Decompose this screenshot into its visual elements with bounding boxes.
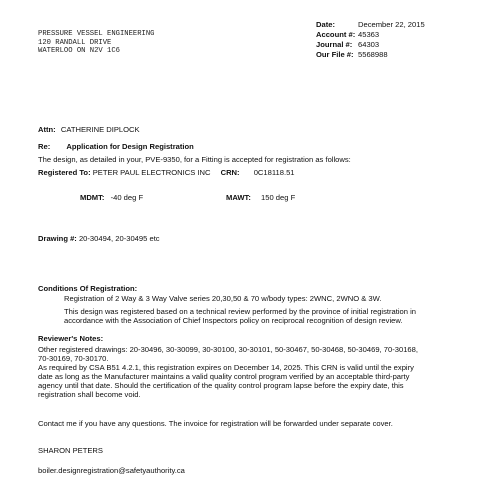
meta-label: Account #: [316, 29, 356, 39]
notes-line: date as long as the Manufacturer maintains a valid quality control program verified by an acceptable third-party [38, 372, 410, 381]
signer-email[interactable]: boiler.designregistration@safetyauthority.ca [38, 466, 185, 475]
notes-line: 70-30169, 70-30170. [38, 354, 109, 363]
intro-text: The design, as detailed in your, PVE-9350, for a Fitting is accepted for registration as follows: [38, 155, 351, 164]
meta-value: 64303 [358, 39, 380, 49]
conditions-line: This design was registered based on a technical review performed by the province of initial registration in [64, 307, 417, 316]
drawing-line [38, 234, 160, 243]
notes-line: Other registered drawings: 20-30496, 30-30099, 30-30100, 30-30101, 50-30467, 50-30468, 50-30469, 70-30168, [38, 345, 418, 354]
conditions-line: Registration of 2 Way & 3 Way Valve series 20,30,50 & 70 w/body types: 2WNC, 2WNO & 3W. [64, 294, 382, 303]
crn-label: CRN: [220, 168, 240, 177]
meta-block [316, 20, 425, 59]
meta-label: Journal #: [316, 39, 353, 49]
notes-line: registration shall become void. [38, 390, 141, 399]
sender-line: WATERLOO ON N2V 1C6 [38, 47, 120, 56]
sender-line: PRESSURE VESSEL ENGINEERING [38, 30, 155, 38]
drawing-label: Drawing #: [38, 234, 77, 243]
registered-to-label: Registered To: [38, 168, 91, 177]
meta-row-date [316, 20, 425, 30]
meta-row-account [316, 30, 425, 40]
subject-line [38, 142, 194, 151]
attn-value: CATHERINE DIPLOCK [60, 125, 140, 134]
registered-to-line [38, 168, 295, 177]
sender-line: 120 RANDALL DRIVE [38, 38, 112, 47]
meta-value: December 22, 2015 [358, 20, 425, 29]
closing-text: Contact me if you have any questions. The invoice for registration will be forwarded under separate cover. [38, 419, 393, 428]
notes-line: agency until that date. Should the certification of the quality control program lapse before the expiry date, this [38, 381, 404, 390]
crn-value: 0C18118.51 [253, 168, 295, 177]
signer-name: SHARON PETERS [38, 446, 103, 455]
mdmt-line [80, 193, 143, 202]
conditions-line: accordance with the Association of Chief Inspectors policy on reciprocal recognition of design review. [64, 316, 403, 325]
meta-value: 45363 [358, 29, 380, 39]
notes-heading: Reviewer's Notes: [38, 334, 104, 343]
mawt-value: 150 deg F [261, 193, 296, 202]
mdmt-label: MDMT: [80, 193, 105, 202]
meta-label: Date: [316, 20, 335, 29]
registered-to-value: PETER PAUL ELECTRONICS INC [92, 168, 211, 177]
conditions-heading: Conditions Of Registration: [38, 284, 138, 293]
notes-line: As required by CSA B51 4.2.1, this registration expires on December 14, 2025. This CRN is valid until the expiry [38, 363, 414, 372]
meta-row-file [316, 50, 425, 60]
meta-row-journal [316, 40, 425, 50]
subject-value: Application for Design Registration [66, 142, 194, 151]
drawing-value: 20-30494, 20-30495 etc [78, 234, 160, 243]
mawt-line [226, 193, 295, 202]
subject-label: Re: [38, 142, 51, 151]
mdmt-value: -40 deg F [110, 193, 144, 202]
mawt-label: MAWT: [226, 193, 251, 202]
attn-line [38, 125, 140, 134]
attn-label: Attn: [38, 125, 56, 134]
sender-address [38, 30, 154, 56]
meta-label: Our File #: [316, 49, 354, 59]
meta-value: 5568988 [358, 49, 388, 59]
